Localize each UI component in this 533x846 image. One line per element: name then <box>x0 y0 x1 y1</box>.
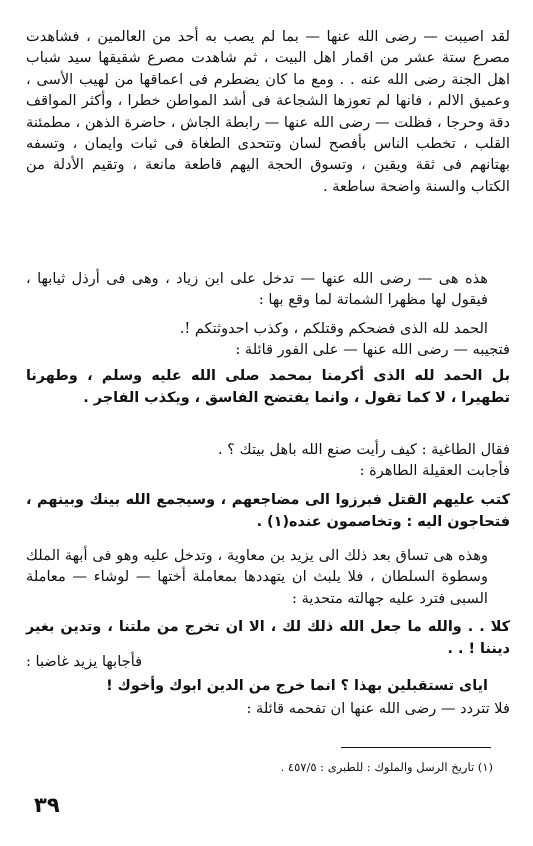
quote-ibn-ziyad-block <box>26 318 510 361</box>
reply-intro-2: فأجابت العقيلة الطاهرة : <box>359 462 510 480</box>
footnote: (١) تاريخ الرسل والملوك : للطبرى : ٤٥٧/٥ . <box>280 760 493 774</box>
paragraph-intro-block <box>26 26 510 197</box>
reply-quote-2-block <box>26 490 510 534</box>
paragraph-yazid-block <box>26 545 510 609</box>
yazid-angry: فأجابها يزيد غاضبا : <box>26 653 143 670</box>
reply-quote-3: كلا . . والله ما جعل الله ذلك لك ، الا ان تخرج من ملتنا ، وتدين بغير ديننا ! . . <box>26 619 510 657</box>
yazid-quote: اياى تستقبلين بهذا ؟ انما خرج من الدين ابوك وأخوك ! <box>106 678 488 694</box>
quote-ibn-ziyad: الحمد لله الذى فضحكم وقتلكم ، وكذب احدوثتكم !. <box>179 320 488 337</box>
paragraph-intro: لقد اصيبت — رضى الله عنها — بما لم يصب به أحد من العالمين ، فشاهدت مصرع ستة عشر من اقمار اهل البيت ، ثم شاهدت مصرع شقيقها سيد شباب اهل الجنة رضى الله عنه . . ومع ما كان يضطرم فى اعماقها من لهيب الأسى ، وعميق الالم ، فانها لم تعوزها الشجاعة فى أشد المواطن خطرا ، وأكثر المواقف دقة وحرجا ، فظلت — رضى الله عنها — رابطة الجاش ، حاضرة الذهن ، مطمئنة القلب ، تخطب الناس بأفصح لسان وتتحدى الطغاة فى ثبات وايمان ، وتسفه بهتانهم فى ثقة ويقين ، وتسوق الحجة اليهم قاطعة مانعة ، وتقيم الأدلة من الكتاب والسنة واضحة ساطعة . <box>26 28 510 195</box>
page-number: ٣٩ <box>34 793 60 817</box>
yazid-quote-block <box>26 676 510 719</box>
paragraph-ibn-ziyad: هذه هى — رضى الله عنها — تدخل على ابن زياد ، وهى فى أرذل ثيابها ، فيقول لها مظهرا الشماتة لما وقع بها : <box>26 270 488 309</box>
paragraph-ibn-ziyad-block <box>26 268 510 311</box>
closing-line: فلا تتردد — رضى الله عنها ان تفحمه قائلة : <box>246 699 510 717</box>
yazid-angry-block <box>26 651 510 672</box>
tyrant-question: فقال الطاغية : كيف رأيت صنع الله باهل بيتك ؟ . <box>218 441 510 458</box>
reply-intro: فتجيبه — رضى الله عنها — على الفور قائلة : <box>235 341 510 359</box>
reply-quote-block <box>26 366 510 410</box>
footnote-separator <box>341 747 491 748</box>
tyrant-question-block <box>26 439 510 482</box>
reply-quote: بل الحمد لله الذى أكرمنا بمحمد صلى الله عليه وسلم ، وطهرنا تطهيرا ، لا كما تقول ، وانما يفتضح الفاسق ، ويكذب الفاجر . <box>26 368 510 406</box>
paragraph-yazid: وهذه هى تساق بعد ذلك الى يزيد بن معاوية ، وتدخل عليه وهو فى أبهة الملك وسطوة السلطان ، فلا يلبث ان يتهددها بمعاملة أختها — لوشاء — معاملة السبى فترد عليه جهالته متحدية : <box>26 547 488 607</box>
reply-quote-2: كتب عليهم القتل فبرزوا الى مضاجعهم ، وسيجمع الله بينك وبينهم ، فتحاجون اليه : وتخاصمون عنده(١) . <box>26 492 510 530</box>
